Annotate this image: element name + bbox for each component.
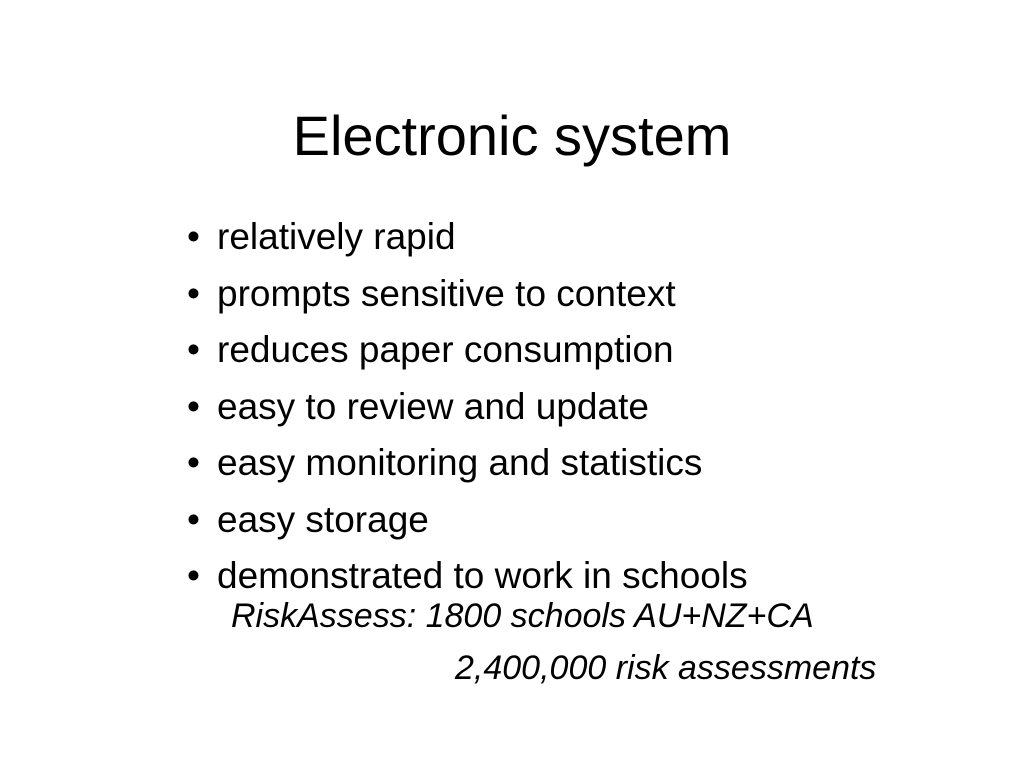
bullet-text: easy monitoring and statistics [217, 442, 703, 483]
slide-title: Electronic system [292, 104, 732, 167]
bullet-text: easy storage [217, 498, 429, 540]
bullet-icon: • [187, 498, 200, 540]
bullet-icon: • [187, 385, 200, 427]
bullet-item [187, 492, 748, 549]
bullet-text: easy to review and update [217, 385, 649, 427]
bullet-item [187, 379, 748, 436]
bullet-icon: • [187, 272, 200, 314]
bullet-item [187, 266, 748, 323]
bullet-icon: • [187, 442, 200, 483]
risk-assessments-note: 2,400,000 risk assessments [455, 649, 877, 687]
bullet-text: reduces paper consumption [217, 329, 674, 370]
bullet-icon: • [187, 329, 200, 370]
bullet-icon: • [187, 555, 200, 596]
bullet-text: prompts sensitive to context [217, 272, 676, 314]
bullet-list [187, 209, 748, 605]
bullet-icon: • [187, 216, 200, 257]
bullet-item [187, 435, 748, 492]
bullet-item [187, 322, 748, 379]
bullet-text: demonstrated to work in schools [217, 555, 748, 596]
riskassess-note: RiskAssess: 1800 schools AU+NZ+CA [231, 597, 814, 635]
bullet-item [187, 209, 748, 266]
bullet-text: relatively rapid [217, 216, 456, 257]
